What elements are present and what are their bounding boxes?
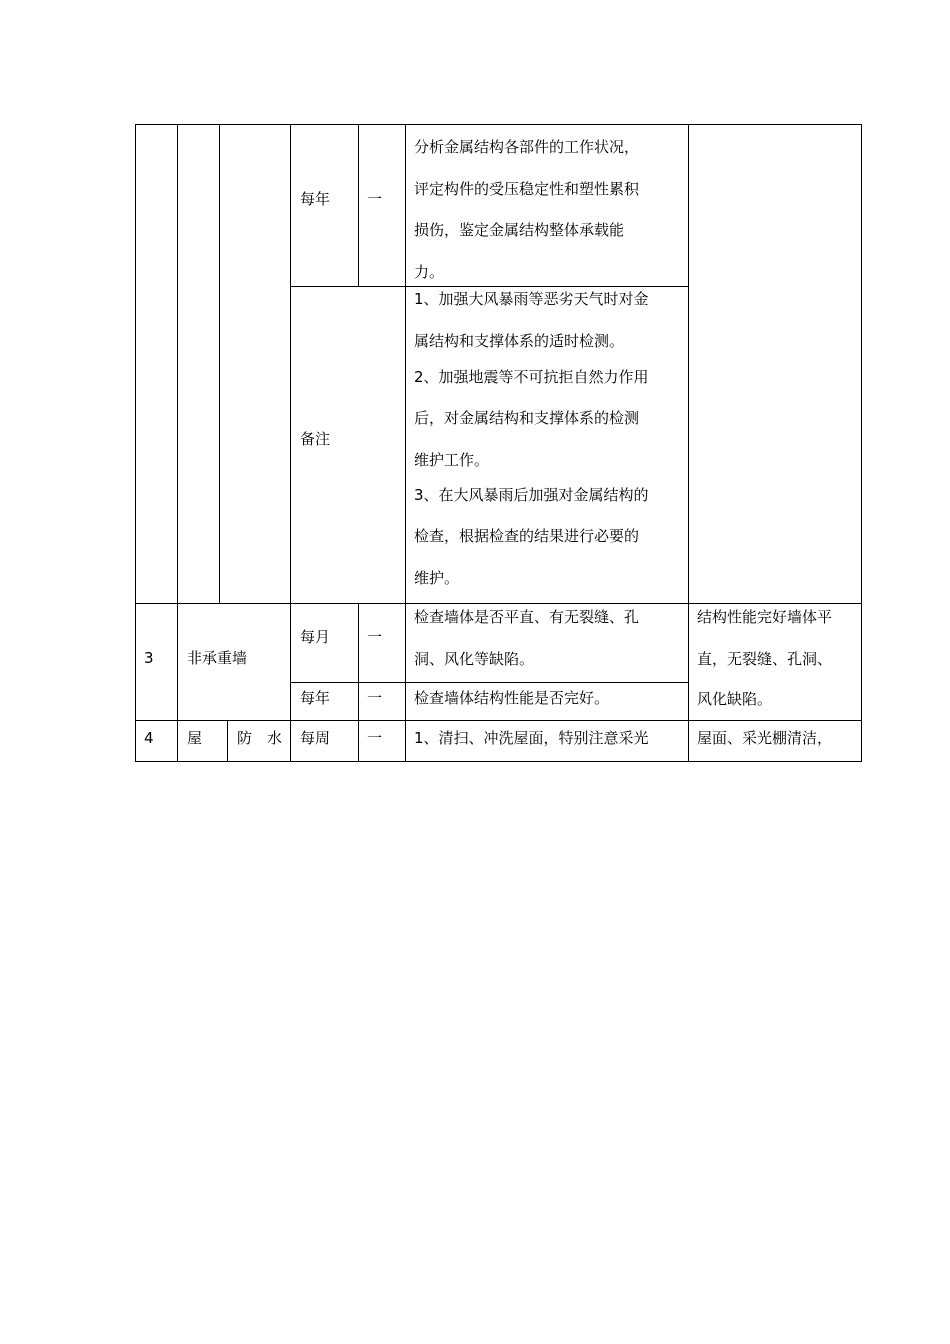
row-number: 3 bbox=[144, 649, 154, 667]
col-divider bbox=[177, 124, 178, 762]
item-name: 非承重墙 bbox=[187, 649, 248, 667]
sub-item-name: 防 水 bbox=[237, 729, 283, 747]
col-divider bbox=[358, 124, 359, 287]
remark-line: 3、在大风暴雨后加强对金属结构的 bbox=[414, 486, 649, 504]
row-divider bbox=[290, 682, 688, 683]
weekly-frequency: 每周 bbox=[300, 729, 331, 747]
table-border-top bbox=[135, 124, 862, 125]
col-divider bbox=[405, 124, 406, 762]
row-divider bbox=[135, 720, 862, 721]
row-divider bbox=[135, 603, 862, 604]
remark-line: 维护工作。 bbox=[414, 451, 490, 469]
col-divider bbox=[358, 603, 359, 762]
yearly-frequency: 每年 bbox=[300, 689, 331, 707]
monthly-content-line: 检查墙体是否平直、有无裂缝、孔 bbox=[414, 608, 640, 626]
standard-line: 屋面、采光棚清洁， bbox=[697, 729, 833, 747]
item-name: 屋 bbox=[187, 729, 203, 747]
remark-label: 备注 bbox=[300, 430, 331, 448]
remark-line: 检查，根据检查的结果进行必要的 bbox=[414, 527, 640, 545]
remark-line: 后，对金属结构和支撑体系的检测 bbox=[414, 409, 640, 427]
remark-line: 属结构和支撑体系的适时检测。 bbox=[414, 332, 625, 350]
col-divider bbox=[688, 124, 689, 762]
content-line: 力。 bbox=[414, 262, 445, 281]
row-number: 4 bbox=[144, 729, 154, 747]
remark-line: 1、加强大风暴雨等恶劣天气时对金 bbox=[414, 290, 649, 308]
remark-line: 维护。 bbox=[414, 569, 460, 587]
yearly-dash: 一 bbox=[367, 689, 383, 707]
col-divider bbox=[290, 124, 291, 762]
weekly-content: 1、清扫、冲洗屋面，特别注意采光 bbox=[414, 729, 649, 747]
yearly-dash: 一 bbox=[367, 190, 383, 208]
yearly-frequency: 每年 bbox=[300, 190, 331, 208]
content-line: 损伤，鉴定金属结构整体承载能 bbox=[414, 221, 625, 239]
monthly-frequency: 每月 bbox=[300, 628, 331, 646]
weekly-dash: 一 bbox=[367, 729, 383, 747]
standard-line: 直，无裂缝、孔洞、 bbox=[697, 650, 833, 668]
col-divider bbox=[227, 720, 228, 762]
content-line: 评定构件的受压稳定性和塑性累积 bbox=[414, 179, 640, 198]
col-divider bbox=[219, 124, 220, 604]
monthly-dash: 一 bbox=[367, 628, 383, 646]
standard-line: 结构性能完好墙体平 bbox=[697, 608, 833, 626]
monthly-content-line: 洞、风化等缺陷。 bbox=[414, 650, 535, 668]
content-line: 分析金属结构各部件的工作状况， bbox=[414, 138, 640, 156]
standard-line: 风化缺陷。 bbox=[697, 690, 773, 708]
table-border-right bbox=[861, 124, 862, 762]
table-border-bottom bbox=[135, 761, 862, 762]
yearly-content bbox=[414, 127, 639, 293]
remark-line: 2、加强地震等不可抗拒自然力作用 bbox=[414, 368, 649, 386]
yearly-content: 检查墙体结构性能是否完好。 bbox=[414, 689, 610, 707]
table-border-left bbox=[135, 124, 136, 762]
